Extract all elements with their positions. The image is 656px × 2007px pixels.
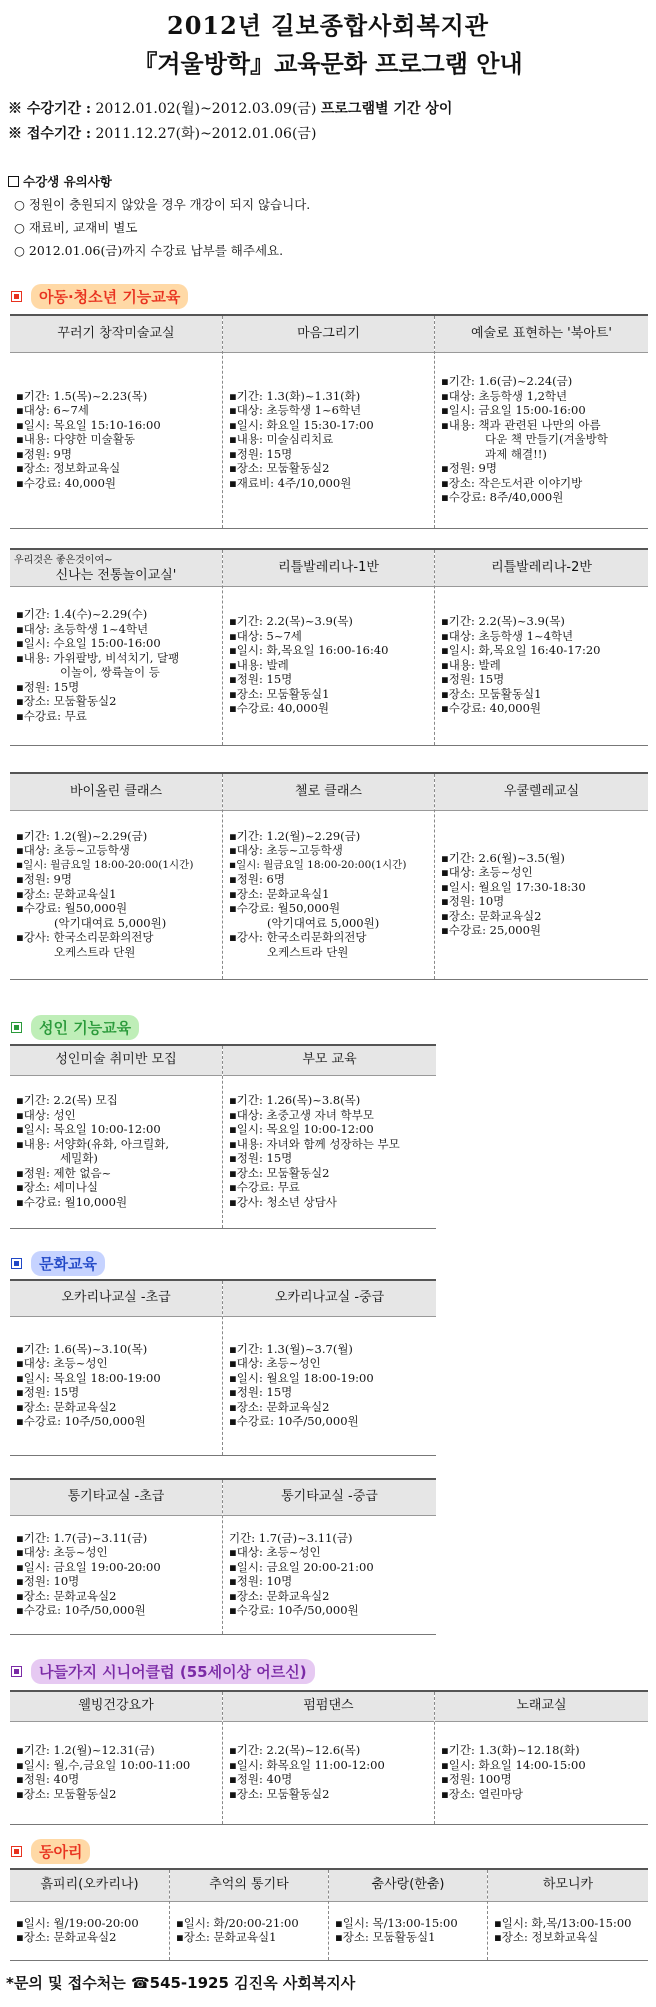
info-line: ▪장소: 문화교육실1 <box>229 886 330 901</box>
info-line: ▪일시: 화,목요일 16:40-17:20 <box>441 643 601 658</box>
info-line: ▪장소: 모둠활동실2 <box>229 1165 330 1180</box>
program-card <box>223 1480 436 1634</box>
program-title: 성인미술 취미반 모집 <box>10 1046 222 1076</box>
info-line: ▪일시: 목요일 10:00-12:00 <box>16 1122 161 1136</box>
period-line <box>8 98 452 118</box>
program-title: 노래교실 <box>435 1692 648 1722</box>
contact-line: *문의 및 접수처는 ☎545-1925 김진옥 사회복지사 <box>6 1974 356 1992</box>
info-line: ▪대상: 초등~성인 <box>441 865 533 879</box>
info-line: ▪대상: 초등학생 1~4학년 <box>441 628 574 643</box>
square-bullet-icon <box>12 1667 21 1676</box>
program-title: 꾸러기 창작미술교실 <box>10 316 222 353</box>
program-title: 마음그리기 <box>223 316 434 353</box>
program-card <box>223 316 435 528</box>
info-line: 오케스트라 단원 <box>267 944 349 959</box>
info-line: ▪대상: 6~7세 <box>16 403 89 418</box>
info-line: ▪내용: 미술심리치료 <box>229 432 334 447</box>
info-line: ▪장소: 모둠활동실2 <box>229 461 330 476</box>
info-line: ▪일시: 월,수,금요일 10:00-11:00 <box>16 1757 191 1772</box>
program-card <box>223 1281 436 1455</box>
info-line: ▪장소: 모둠활동실2 <box>229 1786 330 1801</box>
info-line: ▪수강료: 10주/50,000원 <box>16 1603 146 1617</box>
info-line: ▪장소: 모둠활동실1 <box>441 686 542 701</box>
program-card <box>10 550 223 745</box>
program-card <box>10 1480 223 1634</box>
info-line: ▪수강료: 40,000원 <box>229 701 329 716</box>
info-line: ▪기간: 1.3(화)~1.31(화) <box>229 388 361 403</box>
info-line: ▪일시: 월/19:00-20:00 <box>16 1915 139 1930</box>
info-line: ▪내용: 발레 <box>441 657 501 672</box>
info-line: ▪장소: 문화교육실2 <box>229 1399 330 1414</box>
info-line: ▪대상: 초중고생 자녀 학부모 <box>229 1107 374 1122</box>
info-line: ▪장소: 모둠활동실1 <box>229 686 330 701</box>
info-line: ▪정원: 제한 없음~ <box>16 1165 112 1180</box>
program-card <box>223 550 435 745</box>
info-line: ▪일시: 금요일 15:00-16:00 <box>441 403 586 418</box>
program-title: 펌펌댄스 <box>223 1692 434 1722</box>
square-bullet-icon <box>12 1259 21 1268</box>
info-line: 다운 책 만들기(겨울방학 <box>485 432 608 447</box>
info-line: ▪정원: 9명 <box>441 461 497 476</box>
info-line: ▪내용: 책과 관련된 나만의 아름 <box>441 417 601 432</box>
program-title: 춤사랑(한춤) <box>329 1870 487 1902</box>
period-note: 프로그램별 기간 상이 <box>320 101 453 117</box>
info-line: ▪정원: 40명 <box>16 1772 80 1786</box>
info-line: ▪정원: 15명 <box>229 672 293 687</box>
info-line: ▪정원: 100명 <box>441 1772 512 1786</box>
program-card <box>435 316 648 528</box>
info-line: ▪정원: 10명 <box>16 1574 80 1588</box>
program-title: 하모니카 <box>488 1870 648 1902</box>
program-card <box>223 774 435 979</box>
info-line: ▪기간: 2.6(월)~3.5(월) <box>441 850 565 865</box>
info-line: ▪일시: 목요일 15:10-16:00 <box>16 417 161 432</box>
info-line: ▪기간: 2.2(목)~12.6(목) <box>229 1743 361 1757</box>
notice-heading <box>8 172 112 190</box>
info-line: ▪일시: 화목요일 11:00-12:00 <box>229 1757 385 1772</box>
notice-heading-text: 수강생 유의사항 <box>23 174 112 189</box>
page-title: 2012년 길보종합사회복지관 <box>167 11 489 40</box>
info-line: 기간: 1.7(금)~3.11(금) <box>229 1530 353 1545</box>
program-title: 오카리나교실 -초급 <box>10 1281 222 1317</box>
info-line: ▪정원: 15명 <box>229 446 293 461</box>
info-line: ▪일시: 금요일 19:00-20:00 <box>16 1559 161 1574</box>
info-line: ▪장소: 문화교육실2 <box>16 1588 117 1603</box>
program-title: 부모 교육 <box>223 1046 436 1076</box>
registration-line <box>8 123 316 143</box>
program-table-club <box>10 1868 648 1961</box>
program-card <box>10 316 223 528</box>
info-line: (악기대여료 5,000원) <box>54 915 167 930</box>
program-card <box>329 1870 488 1960</box>
info-line: ▪기간: 1.3(월)~3.7(월) <box>229 1341 353 1356</box>
info-line: ▪수강료: 10주/50,000원 <box>229 1414 359 1428</box>
checkbox-icon <box>8 176 19 187</box>
info-line: ▪일시: 목/13:00-15:00 <box>335 1915 458 1930</box>
program-card <box>435 774 648 979</box>
program-table-youth-3 <box>10 772 648 980</box>
info-line: ▪수강료: 월50,000원 <box>16 901 128 916</box>
info-line: ▪장소: 정보화교육실 <box>16 461 121 476</box>
info-line: ▪기간: 1.26(목)~3.8(목) <box>229 1093 361 1107</box>
program-card <box>10 1281 223 1455</box>
info-line: ▪장소: 문화교육실1 <box>176 1930 277 1944</box>
info-line: ▪장소: 문화교육실2 <box>441 908 542 923</box>
info-line: ▪기간: 1.4(수)~2.29(수) <box>16 607 148 621</box>
program-card <box>10 1870 170 1960</box>
period-value: 2012.01.02(월)~2012.03.09(금) <box>95 101 317 117</box>
info-line: ▪대상: 초등~고등학생 <box>229 843 343 858</box>
info-line: 오케스트라 단원 <box>54 944 136 959</box>
program-title: 우쿨렐레교실 <box>435 774 648 811</box>
section-heading-club <box>12 1840 90 1862</box>
info-line: ▪기간: 1.3(화)~12.18(화) <box>441 1743 580 1757</box>
section-heading-senior <box>12 1660 315 1682</box>
info-line: ▪장소: 모둠활동실1 <box>335 1930 436 1944</box>
info-line: ▪대상: 초등학생 1~6학년 <box>229 403 362 418</box>
info-line: ▪수강료: 8주/40,000원 <box>441 490 564 505</box>
program-title: 통기타교실 -초급 <box>10 1480 222 1516</box>
info-line: ▪수강료: 무료 <box>16 708 87 723</box>
info-line: 이놀이, 쌍륙놀이 등 <box>60 665 160 679</box>
program-title: 리틀발레리나-1반 <box>223 550 434 587</box>
notice-item: ○ 정원이 충원되지 않았을 경우 개강이 되지 않습니다. <box>14 197 311 212</box>
info-line: ▪기간: 1.6(금)~2.24(금) <box>441 374 573 389</box>
info-line: ▪장소: 문화교육실1 <box>16 886 117 901</box>
info-line: ▪대상: 초등~성인 <box>16 1545 108 1559</box>
section-heading-youth <box>12 285 188 307</box>
info-line: ▪정원: 6명 <box>229 872 285 887</box>
program-card <box>10 774 223 979</box>
square-bullet-icon <box>12 1023 21 1032</box>
info-line: ▪장소: 문화교육실2 <box>229 1588 330 1603</box>
info-line: ▪일시: 목요일 18:00-19:00 <box>16 1370 161 1385</box>
info-line: ▪정원: 15명 <box>229 1151 293 1165</box>
program-title: 바이올린 클래스 <box>10 774 222 811</box>
info-line: ▪기간: 2.2(목) 모집 <box>16 1093 118 1107</box>
info-line: ▪강사: 한국소리문화의전당 <box>229 930 367 945</box>
info-line: ▪대상: 초등~성인 <box>229 1545 321 1559</box>
program-card <box>435 550 648 745</box>
section-title: 성인 기능교육 <box>31 1015 139 1040</box>
info-line: ▪정원: 9명 <box>16 872 72 887</box>
program-table-youth-2 <box>10 548 648 746</box>
info-line: ▪기간: 1.6(목)~3.10(목) <box>16 1341 148 1356</box>
info-line: ▪장소: 열린마당 <box>441 1786 523 1801</box>
registration-value: 2011.12.27(화)~2012.01.06(금) <box>95 126 317 142</box>
section-title: 동아리 <box>31 1839 90 1864</box>
info-line: ▪일시: 수요일 15:00-16:00 <box>16 636 161 650</box>
square-bullet-icon <box>12 292 21 301</box>
info-line: ▪대상: 초등~성인 <box>229 1356 321 1370</box>
program-title: 예술로 표현하는 '북아트' <box>435 316 648 353</box>
program-card <box>488 1870 648 1960</box>
info-line: ▪일시: 화요일 14:00-15:00 <box>441 1757 586 1772</box>
info-line: ▪재료비: 4주/10,000원 <box>229 475 352 490</box>
info-line: ▪정원: 10명 <box>441 894 505 908</box>
info-line: ▪장소: 정보화교육실 <box>494 1930 599 1944</box>
info-line: ▪기간: 1.7(금)~3.11(금) <box>16 1530 148 1545</box>
program-card <box>223 1692 435 1824</box>
section-heading-culture <box>12 1252 105 1274</box>
info-line: ▪기간: 2.2(목)~3.9(목) <box>441 614 565 629</box>
info-line: ▪장소: 모둠활동실2 <box>16 694 117 708</box>
info-line: ▪기간: 2.2(목)~3.9(목) <box>229 614 353 629</box>
info-line: ▪대상: 초등학생 1~4학년 <box>16 621 149 636</box>
info-line: ▪일시: 화요일 15:30-17:00 <box>229 417 374 432</box>
info-line: ▪일시: 화/20:00-21:00 <box>176 1915 299 1930</box>
program-title: 흙피리(오카리나) <box>10 1870 169 1902</box>
info-line: ▪강사: 한국소리문화의전당 <box>16 930 154 945</box>
info-line: ▪정원: 15명 <box>441 672 505 687</box>
program-table-ocarina <box>10 1279 436 1456</box>
program-table-adult <box>10 1044 436 1229</box>
info-line: ▪장소: 작은도서관 이야기방 <box>441 475 583 490</box>
info-line: ▪일시: 월금요일 18:00-20:00(1시간) <box>229 858 407 871</box>
info-line: ▪정원: 9명 <box>16 446 72 461</box>
info-line: ▪대상: 5~7세 <box>229 628 302 643</box>
notice-item: ○ 2012.01.06(금)까지 수강료 납부를 해주세요. <box>14 243 284 258</box>
program-table-youth-1 <box>10 314 648 529</box>
info-line: ▪대상: 성인 <box>16 1107 76 1122</box>
info-line: ▪장소: 문화교육실2 <box>16 1930 117 1944</box>
period-label: ※ 수강기간 : <box>8 101 92 117</box>
info-line: ▪기간: 1.2(월)~12.31(금) <box>16 1743 155 1757</box>
program-card <box>10 1046 223 1228</box>
program-title: 추억의 통기타 <box>170 1870 328 1902</box>
info-line: ▪수강료: 월10,000원 <box>16 1194 128 1209</box>
info-line: ▪정원: 40명 <box>229 1772 293 1786</box>
info-line: ▪대상: 초등~성인 <box>16 1356 108 1370</box>
info-line: ▪일시: 월요일 18:00-19:00 <box>229 1370 374 1385</box>
info-line: ▪기간: 1.2(월)~2.29(금) <box>16 828 148 843</box>
notice-item: ○ 재료비, 교재비 별도 <box>14 220 138 235</box>
info-line: ▪장소: 세미나실 <box>16 1180 98 1194</box>
info-line: ▪수강료: 40,000원 <box>441 701 541 716</box>
info-line: ▪일시: 월금요일 18:00-20:00(1시간) <box>16 858 194 871</box>
info-line: ▪일시: 화,목/13:00-15:00 <box>494 1915 632 1930</box>
info-line: ▪일시: 화,목요일 16:00-16:40 <box>229 643 389 658</box>
info-line: ▪대상: 초등학생 1,2학년 <box>441 388 568 403</box>
program-title: 리틀발레리나-2반 <box>435 550 648 587</box>
info-line: ▪내용: 다양한 미술활동 <box>16 432 135 447</box>
program-title: 통기타교실 -중급 <box>223 1480 436 1516</box>
info-line: (악기대여료 5,000원) <box>267 915 380 930</box>
program-title-text: 신나는 전통놀이교실' <box>55 568 177 583</box>
program-title: 오카리나교실 -중급 <box>223 1281 436 1317</box>
info-line: ▪수강료: 40,000원 <box>16 475 116 490</box>
info-line: ▪강사: 청소년 상담사 <box>229 1194 337 1209</box>
info-line: 세밀화) <box>60 1151 98 1165</box>
info-line: ▪정원: 15명 <box>229 1385 293 1399</box>
info-line: ▪내용: 가위팔방, 비석치기, 달팽 <box>16 650 180 665</box>
program-card <box>223 1046 436 1228</box>
info-line: ▪내용: 서양화(유화, 아크릴화, <box>16 1136 169 1151</box>
program-title: 첼로 클래스 <box>223 774 434 811</box>
section-title: 나들가지 시니어클럽 (55세이상 어르신) <box>31 1659 315 1684</box>
info-line: ▪대상: 초등~고등학생 <box>16 843 130 858</box>
info-line: ▪수강료: 무료 <box>229 1180 300 1194</box>
info-line: ▪장소: 문화교육실2 <box>16 1399 117 1414</box>
program-card <box>170 1870 329 1960</box>
program-card <box>435 1692 648 1824</box>
program-title: 웰빙건강요가 <box>10 1692 222 1722</box>
info-line: ▪수강료: 10주/50,000원 <box>16 1414 146 1428</box>
registration-label: ※ 접수기간 : <box>8 126 92 142</box>
info-line: ▪내용: 발레 <box>229 657 289 672</box>
info-line: ▪장소: 모둠활동실2 <box>16 1786 117 1801</box>
info-line: ▪수강료: 25,000원 <box>441 923 541 937</box>
info-line: ▪수강료: 10주/50,000원 <box>229 1603 359 1617</box>
info-line: ▪정원: 15명 <box>16 1385 80 1399</box>
info-line: ▪내용: 자녀와 함께 성장하는 부모 <box>229 1136 400 1151</box>
info-line: ▪기간: 1.5(목)~2.23(목) <box>16 388 148 403</box>
section-title: 아동·청소년 기능교육 <box>31 284 188 309</box>
program-card <box>10 1692 223 1824</box>
info-line: ▪일시: 금요일 20:00-21:00 <box>229 1559 374 1574</box>
info-line: ▪정원: 15명 <box>16 679 80 694</box>
info-line: ▪일시: 월요일 17:30-18:30 <box>441 879 586 894</box>
info-line: ▪기간: 1.2(월)~2.29(금) <box>229 828 361 843</box>
program-title <box>10 550 222 587</box>
info-line: ▪일시: 목요일 10:00-12:00 <box>229 1122 374 1136</box>
section-heading-adult <box>12 1016 139 1038</box>
info-line: ▪정원: 10명 <box>229 1574 293 1588</box>
page-subtitle: 『겨울방학』교육문화 프로그램 안내 <box>133 49 523 78</box>
program-tagline: 우리것은 좋은것이여~ <box>14 555 113 566</box>
info-line: ▪수강료: 월50,000원 <box>229 901 341 916</box>
section-title: 문화교육 <box>31 1251 105 1276</box>
square-bullet-icon <box>12 1847 21 1856</box>
program-table-guitar <box>10 1478 436 1635</box>
program-table-senior <box>10 1690 648 1825</box>
info-line: 과제 해결!!) <box>485 446 547 461</box>
